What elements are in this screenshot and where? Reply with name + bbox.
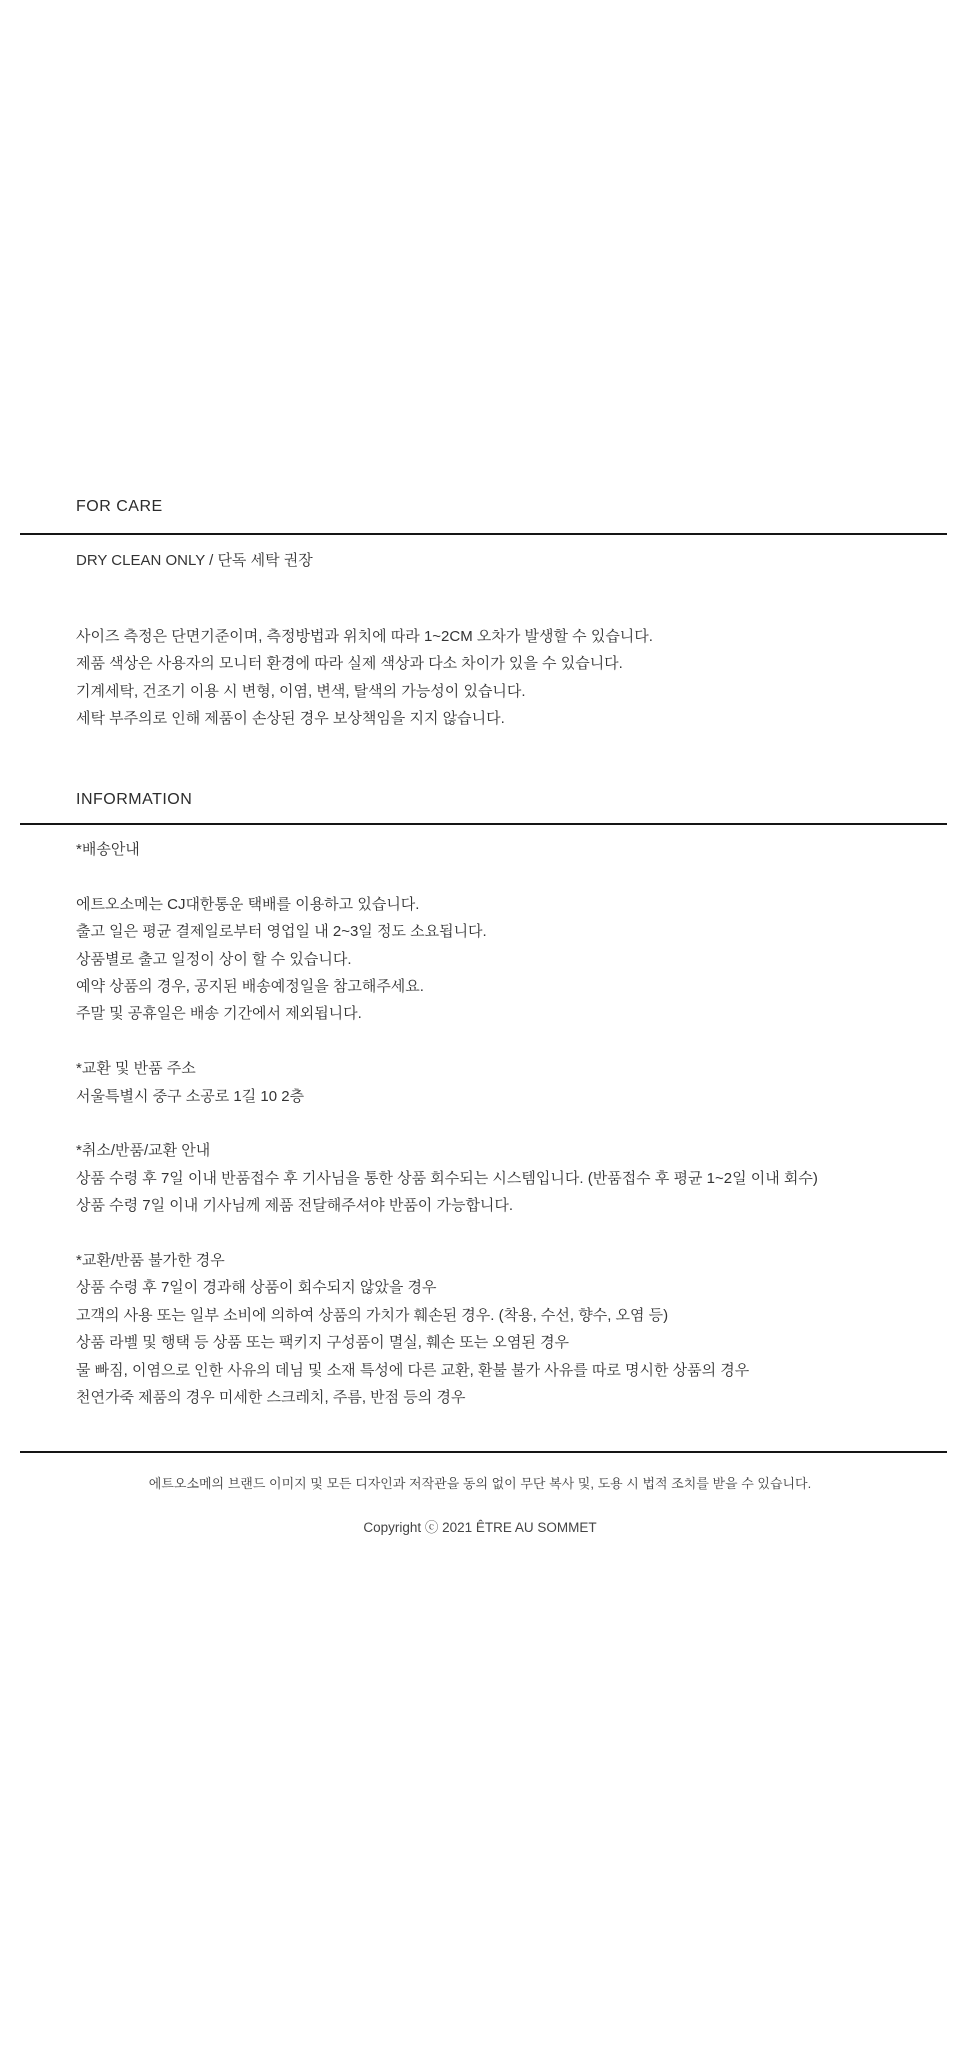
care-note-line: 기계세탁, 건조기 이용 시 변형, 이염, 변색, 탈색의 가능성이 있습니다. <box>76 682 526 700</box>
no-exchange-line: 물 빠짐, 이염으로 인한 사유의 데님 및 소재 특성에 다른 교환, 환불 불가 사유를 따로 명시한 상품의 경우 <box>76 1361 750 1379</box>
no-exchange-title: *교환/반품 불가한 경우 <box>76 1252 225 1270</box>
footer-copyright: Copyright ⓒ 2021 ÊTRE AU SOMMET <box>363 1520 597 1535</box>
footer-legal-notice: 에트오소메의 브랜드 이미지 및 모든 디자인과 저작관을 동의 없이 무단 복사 및, 도용 시 법적 조치를 받을 수 있습니다. <box>148 1476 812 1491</box>
shipping-line: 에트오소메는 CJ대한통운 택배를 이용하고 있습니다. <box>76 895 420 913</box>
shipping-title-block <box>76 836 940 863</box>
information-section-divider <box>20 823 947 825</box>
no-exchange-block <box>76 1247 940 1411</box>
care-note-line: 제품 색상은 사용자의 모니터 환경에 따라 실제 색상과 다소 차이가 있을 수 있습니다. <box>76 655 623 673</box>
care-notes <box>76 623 940 733</box>
cancel-return-line: 상품 수령 7일 이내 기사님께 제품 전달해주셔야 반품이 가능합니다. <box>76 1197 514 1215</box>
no-exchange-line: 상품 수령 후 7일이 경과해 상품이 회수되지 않았을 경우 <box>76 1279 437 1297</box>
footer-divider <box>20 1451 947 1453</box>
shipping-line: 주말 및 공휴일은 배송 기간에서 제외됩니다. <box>76 1005 362 1023</box>
cancel-return-title: *취소/반품/교환 안내 <box>76 1142 211 1160</box>
care-note-line: 세탁 부주의로 인해 제품이 손상된 경우 보상책임을 지지 않습니다. <box>76 710 505 728</box>
information-section-heading: INFORMATION <box>76 791 193 808</box>
shipping-line: 상품별로 출고 일정이 상이 할 수 있습니다. <box>76 950 352 968</box>
return-address-title: *교환 및 반품 주소 <box>76 1060 196 1078</box>
information-body <box>76 836 940 1411</box>
no-exchange-line: 고객의 사용 또는 일부 소비에 의하여 상품의 가치가 훼손된 경우. (착용, 수선, 향수, 오염 등) <box>76 1306 669 1324</box>
shipping-title: *배송안내 <box>76 841 140 858</box>
care-section-divider <box>20 533 947 535</box>
no-exchange-line: 상품 라벨 및 행택 등 상품 또는 팩키지 구성품이 멸실, 훼손 또는 오염된 경우 <box>76 1334 570 1352</box>
shipping-line: 예약 상품의 경우, 공지된 배송예정일을 참고해주세요. <box>76 978 424 996</box>
cancel-return-block <box>76 1137 940 1219</box>
care-section-heading: FOR CARE <box>76 498 163 515</box>
care-note-line: 사이즈 측정은 단면기준이며, 측정방법과 위치에 따라 1~2CM 오차가 발생할 수 있습니다. <box>76 628 653 645</box>
shipping-line: 출고 일은 평균 결제일로부터 영업일 내 2~3일 정도 소요됩니다. <box>76 923 487 941</box>
cancel-return-line: 상품 수령 후 7일 이내 반품접수 후 기사님을 통한 상품 회수되는 시스템입니다. (반품접수 후 평균 1~2일 이내 회수) <box>76 1169 818 1187</box>
return-address-block <box>76 1055 940 1110</box>
no-exchange-line: 천연가죽 제품의 경우 미세한 스크레치, 주름, 반점 등의 경우 <box>76 1389 466 1407</box>
return-address-line: 서울특별시 중구 소공로 1길 10 2층 <box>76 1087 305 1105</box>
shipping-details <box>76 891 940 1028</box>
wash-instruction: DRY CLEAN ONLY / 단독 세탁 권장 <box>76 552 313 569</box>
